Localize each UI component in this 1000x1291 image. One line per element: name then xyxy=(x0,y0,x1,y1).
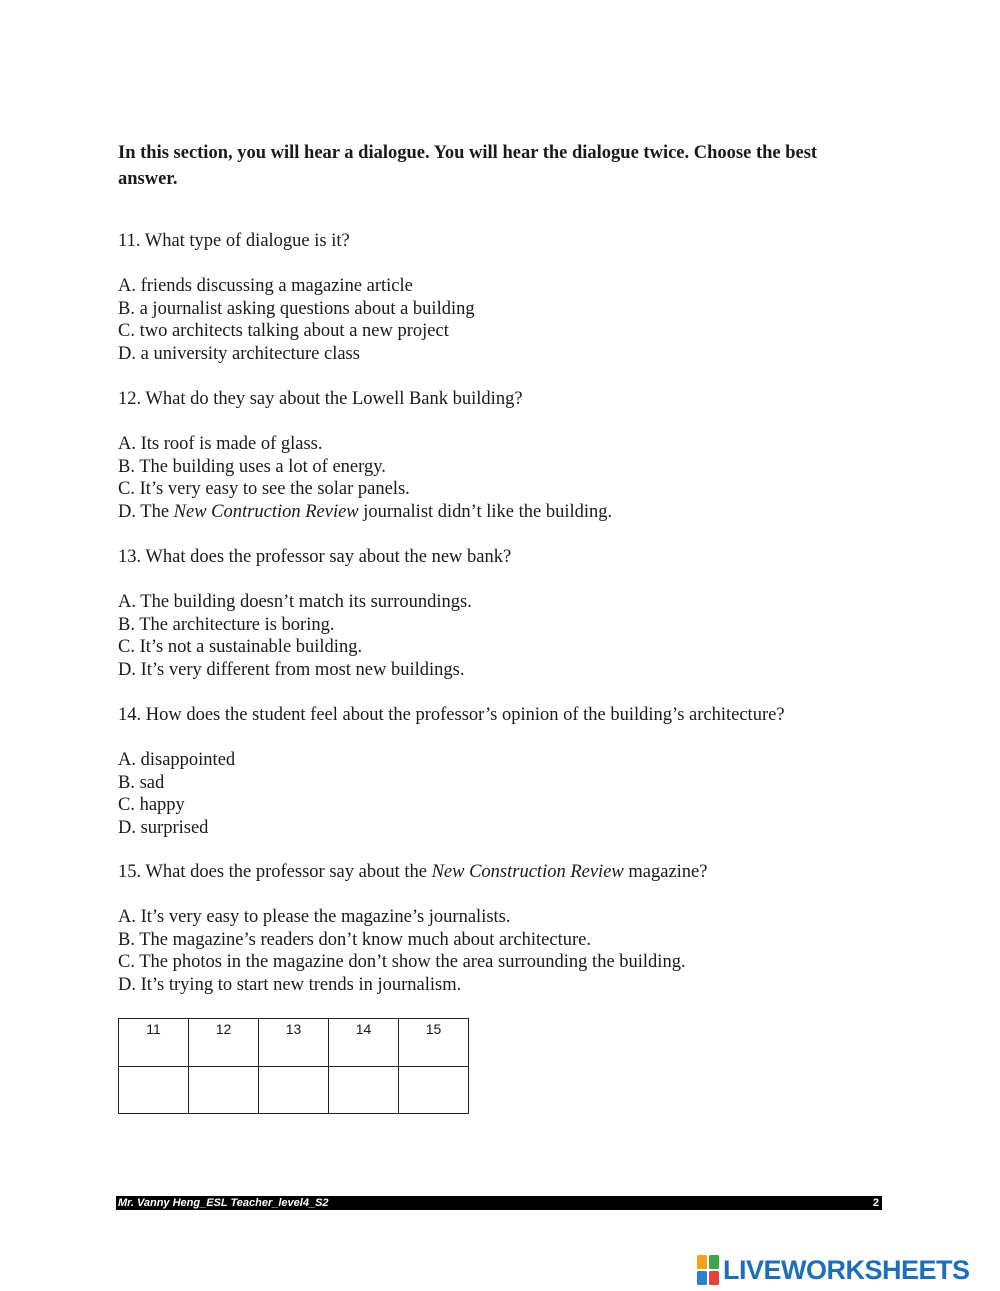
liveworksheets-brand[interactable] xyxy=(697,1254,970,1286)
option-b[interactable]: B. a journalist asking questions about a building xyxy=(118,298,475,319)
question-14 xyxy=(118,704,918,839)
option-c[interactable]: C. two architects talking about a new project xyxy=(118,321,449,341)
question-13 xyxy=(118,546,918,681)
page-number: 2 xyxy=(872,1197,879,1209)
question-12 xyxy=(118,388,918,523)
answer-header-11: 11 xyxy=(119,1019,189,1067)
prompt-prefix: 15. What does the professor say about the xyxy=(118,862,432,882)
answer-cell-11[interactable] xyxy=(119,1067,189,1114)
option-a[interactable]: A. It’s very easy to please the magazine’s journalists. xyxy=(118,907,511,927)
question-prompt: 14. How does the student feel about the professor’s opinion of the building’s architecture? xyxy=(118,705,785,725)
option-c[interactable]: C. The photos in the magazine don’t show the area surrounding the building. xyxy=(118,952,686,972)
option-c[interactable]: C. It’s not a sustainable building. xyxy=(118,637,363,657)
option-list xyxy=(118,906,918,996)
option-a[interactable]: A. Its roof is made of glass. xyxy=(118,434,323,454)
question-prompt: 12. What do they say about the Lowell Bank building? xyxy=(118,389,523,409)
answer-header-14: 14 xyxy=(329,1019,399,1067)
question-15 xyxy=(118,861,918,996)
option-b[interactable]: B. The architecture is boring. xyxy=(118,614,335,635)
option-list xyxy=(118,433,918,523)
page-footer xyxy=(116,1196,882,1210)
question-prompt: 11. What type of dialogue is it? xyxy=(118,231,350,251)
answer-header-13: 13 xyxy=(259,1019,329,1067)
prompt-suffix: magazine? xyxy=(623,862,708,882)
option-d[interactable]: D. It’s very different from most new buildings. xyxy=(118,659,465,680)
option-b[interactable]: B. The building uses a lot of energy. xyxy=(118,456,386,477)
magazine-title: New Contruction Review xyxy=(173,501,359,522)
liveworksheets-logo-icon xyxy=(697,1255,719,1285)
option-d[interactable]: D. a university architecture class xyxy=(118,343,360,364)
option-list xyxy=(118,591,918,681)
option-d[interactable]: D. surprised xyxy=(118,817,209,838)
option-d-prefix: D. The xyxy=(118,501,174,522)
question-prompt: 13. What does the professor say about the new bank? xyxy=(118,547,512,567)
option-d-suffix: journalist didn’t like the building. xyxy=(358,501,613,522)
question-11 xyxy=(118,230,918,365)
answer-cell-15[interactable] xyxy=(399,1067,469,1114)
answer-cell-12[interactable] xyxy=(189,1067,259,1114)
answer-table-answer-row xyxy=(119,1067,469,1114)
answer-cell-13[interactable] xyxy=(259,1067,329,1114)
answer-table-header-row xyxy=(119,1019,469,1067)
answer-table xyxy=(118,1018,469,1114)
option-a[interactable]: A. friends discussing a magazine article xyxy=(118,276,413,296)
option-list xyxy=(118,749,918,839)
option-a[interactable]: A. The building doesn’t match its surroundings. xyxy=(118,592,472,612)
option-list xyxy=(118,275,918,365)
brand-name: LIVEWORKSHEETS xyxy=(723,1254,970,1285)
option-c[interactable]: C. happy xyxy=(118,795,185,815)
magazine-title: New Construction Review xyxy=(431,862,624,882)
instructions: In this section, you will hear a dialogue. You will hear the dialogue twice. Choose the best answer. xyxy=(118,143,818,189)
option-d[interactable] xyxy=(118,501,918,524)
option-b[interactable]: B. The magazine’s readers don’t know much about architecture. xyxy=(118,929,591,950)
question-prompt xyxy=(118,861,918,884)
answer-header-15: 15 xyxy=(399,1019,469,1067)
option-a[interactable]: A. disappointed xyxy=(118,750,236,770)
option-d[interactable]: D. It’s trying to start new trends in journalism. xyxy=(118,974,462,995)
answer-header-12: 12 xyxy=(189,1019,259,1067)
option-c[interactable]: C. It’s very easy to see the solar panels. xyxy=(118,479,410,499)
option-b[interactable]: B. sad xyxy=(118,772,165,793)
answer-cell-14[interactable] xyxy=(329,1067,399,1114)
footer-author: Mr. Vanny Heng_ESL Teacher_level4_S2 xyxy=(118,1197,329,1209)
